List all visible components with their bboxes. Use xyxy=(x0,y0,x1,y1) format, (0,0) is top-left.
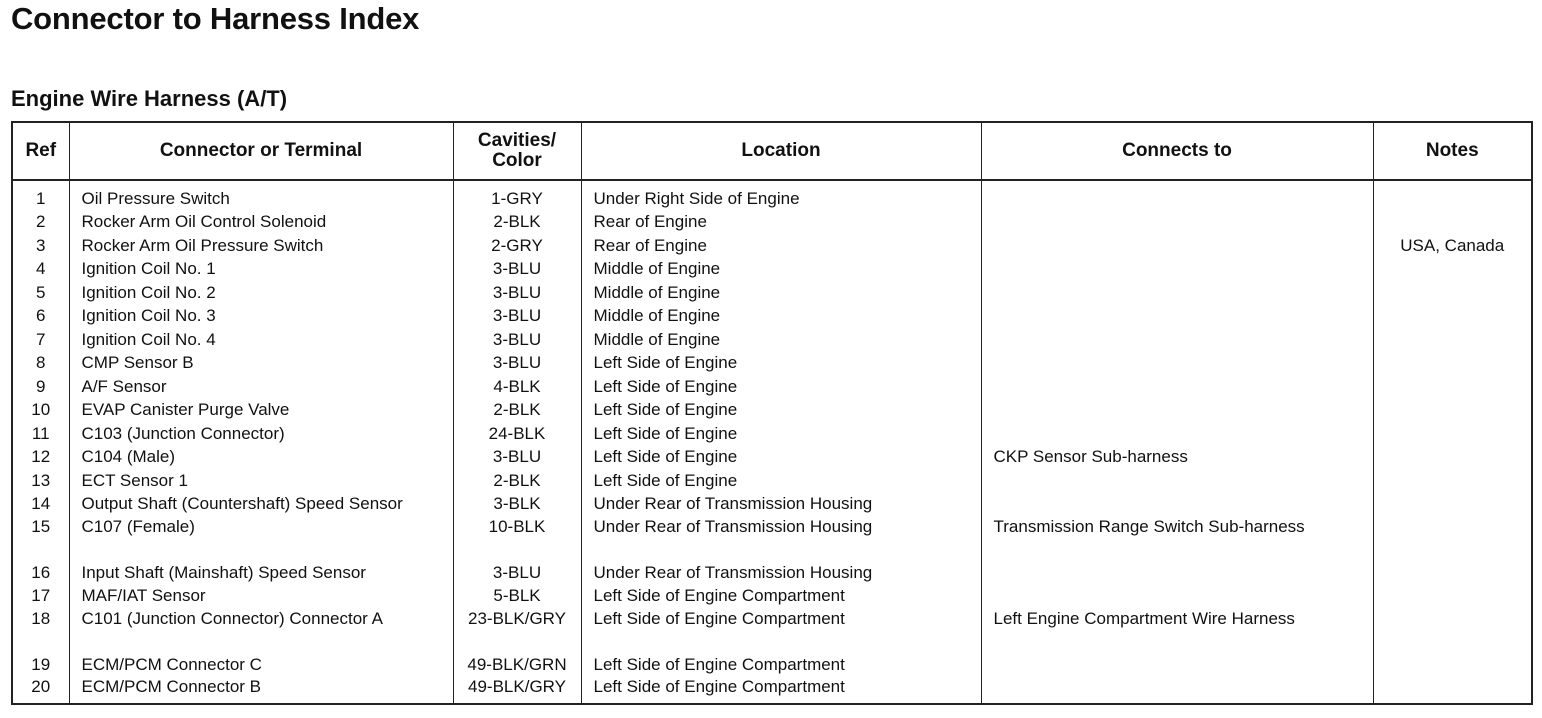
cell-ref: 14 xyxy=(13,493,69,517)
cell-location: Rear of Engine xyxy=(581,211,981,235)
table-row xyxy=(13,352,1531,376)
cell-notes xyxy=(1373,493,1531,517)
table-row xyxy=(13,561,1531,585)
cell-location: Left Side of Engine Compartment xyxy=(581,608,981,653)
cell-cavities: 3-BLU xyxy=(453,352,581,376)
cell-location: Left Side of Engine xyxy=(581,399,981,423)
cell-notes xyxy=(1373,375,1531,399)
table-row xyxy=(13,328,1531,352)
cell-ref: 4 xyxy=(13,258,69,282)
cell-notes xyxy=(1373,305,1531,329)
cell-connector: C101 (Junction Connector) Connector A xyxy=(69,608,453,653)
cell-connects-to: CKP Sensor Sub-harness xyxy=(981,446,1373,470)
table-header-row xyxy=(13,123,1531,180)
cell-connector: CMP Sensor B xyxy=(69,352,453,376)
cell-cavities: 24-BLK xyxy=(453,422,581,446)
header-cavities xyxy=(453,123,581,180)
table-row xyxy=(13,469,1531,493)
cell-location: Left Side of Engine xyxy=(581,469,981,493)
table-row xyxy=(13,585,1531,609)
cell-ref: 7 xyxy=(13,328,69,352)
cell-notes xyxy=(1373,608,1531,653)
table-row xyxy=(13,305,1531,329)
header-notes: Notes xyxy=(1373,123,1531,180)
cell-cavities: 49-BLK/GRY xyxy=(453,677,581,704)
cell-ref: 13 xyxy=(13,469,69,493)
cell-connector: Ignition Coil No. 4 xyxy=(69,328,453,352)
header-ref: Ref xyxy=(13,123,69,180)
cell-location: Left Side of Engine xyxy=(581,375,981,399)
cell-notes xyxy=(1373,561,1531,585)
cell-ref: 3 xyxy=(13,234,69,258)
cell-connects-to xyxy=(981,653,1373,677)
cell-location: Middle of Engine xyxy=(581,305,981,329)
table-row xyxy=(13,258,1531,282)
cell-notes xyxy=(1373,180,1531,211)
table-row xyxy=(13,677,1531,704)
cell-connects-to xyxy=(981,180,1373,211)
cell-notes xyxy=(1373,446,1531,470)
cell-location: Under Rear of Transmission Housing xyxy=(581,493,981,517)
cell-cavities: 3-BLU xyxy=(453,258,581,282)
cell-location: Left Side of Engine xyxy=(581,446,981,470)
cell-cavities: 3-BLU xyxy=(453,328,581,352)
page-title: Connector to Harness Index xyxy=(11,1,420,36)
table-row xyxy=(13,211,1531,235)
table-row xyxy=(13,281,1531,305)
cell-cavities: 4-BLK xyxy=(453,375,581,399)
cell-ref: 19 xyxy=(13,653,69,677)
cell-connector: MAF/IAT Sensor xyxy=(69,585,453,609)
cell-connector: Output Shaft (Countershaft) Speed Sensor xyxy=(69,493,453,517)
cell-ref: 20 xyxy=(13,677,69,704)
cell-ref: 10 xyxy=(13,399,69,423)
cell-notes xyxy=(1373,211,1531,235)
cell-connects-to: Left Engine Compartment Wire Harness xyxy=(981,608,1373,653)
cell-cavities: 2-BLK xyxy=(453,399,581,423)
cell-location: Left Side of Engine xyxy=(581,352,981,376)
table-row xyxy=(13,653,1531,677)
table-row xyxy=(13,446,1531,470)
cell-location: Middle of Engine xyxy=(581,258,981,282)
cell-connects-to xyxy=(981,328,1373,352)
cell-cavities: 2-BLK xyxy=(453,211,581,235)
table-row xyxy=(13,422,1531,446)
header-connector: Connector or Terminal xyxy=(69,123,453,180)
harness-index-table xyxy=(11,121,1533,705)
cell-notes xyxy=(1373,352,1531,376)
cell-notes xyxy=(1373,399,1531,423)
cell-location: Left Side of Engine xyxy=(581,422,981,446)
cell-ref: 17 xyxy=(13,585,69,609)
cell-notes xyxy=(1373,258,1531,282)
section-title: Engine Wire Harness (A/T) xyxy=(11,86,288,111)
cell-ref: 8 xyxy=(13,352,69,376)
cell-location: Under Rear of Transmission Housing xyxy=(581,561,981,585)
cell-connects-to xyxy=(981,305,1373,329)
cell-notes: USA, Canada xyxy=(1400,235,1505,255)
cell-ref: 15 xyxy=(13,516,69,561)
cell-cavities: 1-GRY xyxy=(453,180,581,211)
cell-location: Under Rear of Transmission Housing xyxy=(581,516,981,561)
header-cavities-line1: Cavities/ xyxy=(477,130,557,151)
cell-location: Under Right Side of Engine xyxy=(581,180,981,211)
cell-connector: Oil Pressure Switch xyxy=(69,180,453,211)
table-row xyxy=(13,180,1531,211)
cell-notes xyxy=(1373,677,1531,704)
cell-cavities: 3-BLU xyxy=(453,561,581,585)
cell-connector: ECT Sensor 1 xyxy=(69,469,453,493)
cell-cavities: 23-BLK/GRY xyxy=(453,608,581,653)
cell-connects-to xyxy=(981,234,1373,258)
cell-connects-to xyxy=(981,352,1373,376)
cell-connector: Ignition Coil No. 3 xyxy=(69,305,453,329)
cell-connector: Ignition Coil No. 2 xyxy=(69,281,453,305)
cell-connects-to xyxy=(981,677,1373,704)
table-row xyxy=(13,234,1531,258)
cell-notes xyxy=(1373,328,1531,352)
cell-connects-to xyxy=(981,422,1373,446)
cell-location: Middle of Engine xyxy=(581,281,981,305)
cell-ref: 9 xyxy=(13,375,69,399)
cell-connector: Input Shaft (Mainshaft) Speed Sensor xyxy=(69,561,453,585)
cell-cavities: 3-BLK xyxy=(453,493,581,517)
cell-ref: 5 xyxy=(13,281,69,305)
cell-connector: Rocker Arm Oil Control Solenoid xyxy=(69,211,453,235)
cell-ref: 16 xyxy=(13,561,69,585)
table-row xyxy=(13,375,1531,399)
cell-cavities: 2-GRY xyxy=(453,234,581,258)
cell-cavities: 3-BLU xyxy=(453,281,581,305)
cell-cavities: 49-BLK/GRN xyxy=(453,653,581,677)
header-cavities-line2: Color xyxy=(492,150,542,171)
cell-ref: 6 xyxy=(13,305,69,329)
cell-connector: C103 (Junction Connector) xyxy=(69,422,453,446)
cell-notes xyxy=(1373,422,1531,446)
cell-cavities: 10-BLK xyxy=(453,516,581,561)
cell-notes xyxy=(1373,516,1531,561)
cell-ref: 11 xyxy=(13,422,69,446)
cell-location: Left Side of Engine Compartment xyxy=(581,653,981,677)
table-row xyxy=(13,608,1531,653)
cell-location: Left Side of Engine Compartment xyxy=(581,677,981,704)
cell-notes xyxy=(1373,653,1531,677)
cell-connects-to: Transmission Range Switch Sub-harness xyxy=(981,516,1373,561)
cell-connector: C107 (Female) xyxy=(69,516,453,561)
cell-connects-to xyxy=(981,469,1373,493)
cell-connector: ECM/PCM Connector C xyxy=(69,653,453,677)
cell-connects-to xyxy=(981,211,1373,235)
cell-location: Middle of Engine xyxy=(581,328,981,352)
table xyxy=(13,123,1531,703)
cell-connector: ECM/PCM Connector B xyxy=(69,677,453,704)
cell-connects-to xyxy=(981,585,1373,609)
cell-connects-to xyxy=(981,561,1373,585)
cell-ref: 12 xyxy=(13,446,69,470)
cell-cavities: 5-BLK xyxy=(453,585,581,609)
cell-cavities: 2-BLK xyxy=(453,469,581,493)
cell-notes xyxy=(1373,585,1531,609)
table-row xyxy=(13,399,1531,423)
header-connects-to: Connects to xyxy=(981,123,1373,180)
cell-connector: Ignition Coil No. 1 xyxy=(69,258,453,282)
cell-location: Rear of Engine xyxy=(581,234,981,258)
cell-location: Left Side of Engine Compartment xyxy=(581,585,981,609)
cell-cavities: 3-BLU xyxy=(453,446,581,470)
cell-notes xyxy=(1373,469,1531,493)
header-location: Location xyxy=(581,123,981,180)
cell-connector: C104 (Male) xyxy=(69,446,453,470)
cell-ref: 1 xyxy=(13,180,69,211)
cell-connector: A/F Sensor xyxy=(69,375,453,399)
cell-ref: 18 xyxy=(13,608,69,653)
cell-connector: Rocker Arm Oil Pressure Switch xyxy=(69,234,453,258)
cell-cavities: 3-BLU xyxy=(453,305,581,329)
cell-connects-to xyxy=(981,281,1373,305)
cell-notes xyxy=(1373,281,1531,305)
cell-connects-to xyxy=(981,493,1373,517)
cell-connects-to xyxy=(981,375,1373,399)
cell-connects-to xyxy=(981,399,1373,423)
cell-ref: 2 xyxy=(13,211,69,235)
table-row xyxy=(13,516,1531,561)
cell-connector: EVAP Canister Purge Valve xyxy=(69,399,453,423)
cell-connects-to xyxy=(981,258,1373,282)
table-row xyxy=(13,493,1531,517)
